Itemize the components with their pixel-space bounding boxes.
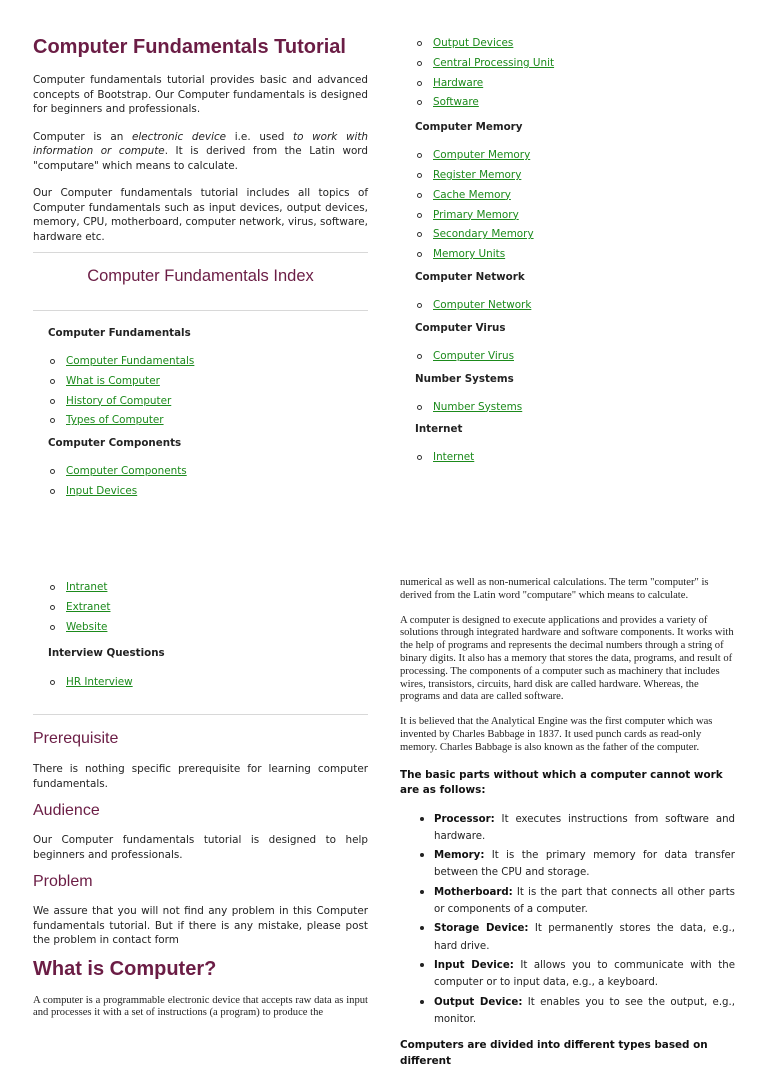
link-list	[48, 675, 368, 695]
link-what-is-computer[interactable]: What is Computer	[66, 374, 160, 387]
bottom-right-page	[400, 577, 735, 1069]
list-item	[400, 811, 735, 846]
bottom-left-sections	[33, 730, 368, 1020]
part-term: Storage Device:	[434, 923, 529, 935]
link-computer-virus[interactable]: Computer Virus	[433, 349, 514, 362]
list-item	[48, 354, 368, 374]
group-heading: Internet	[415, 423, 463, 436]
part-term: Memory:	[434, 850, 485, 862]
what-is-computer-heading: What is Computer?	[33, 957, 217, 980]
part-desc: It is the part that connects all other parts or components of a computer.	[434, 886, 735, 916]
list-item	[400, 994, 735, 1029]
link-computer-network[interactable]: Computer Network	[433, 298, 532, 311]
definition-text-b: i.e. used	[226, 130, 293, 143]
list-item	[48, 464, 368, 484]
list-item	[415, 95, 735, 115]
list-item	[415, 188, 735, 208]
list-item	[400, 957, 735, 992]
list-item	[415, 450, 735, 470]
bottom-left-page	[48, 580, 368, 695]
link-internet[interactable]: Internet	[433, 451, 475, 464]
link-website[interactable]: Website	[66, 620, 108, 633]
definition-emphasis-2: to work with information or compute	[33, 130, 368, 157]
group-heading: Computer Memory	[415, 121, 523, 134]
paragraph: It is believed that the Analytical Engine was the first computer which was invented by Charles Babbage in 1837. It used punch cards as read-only memory. Charles Babbage is also known as the father of the computer.	[400, 716, 713, 753]
top-left-page	[33, 36, 368, 244]
link-list	[415, 298, 735, 318]
list-item	[415, 227, 735, 247]
link-hardware[interactable]: Hardware	[433, 76, 484, 89]
list-item	[415, 56, 735, 76]
group-heading: Computer Virus	[415, 321, 506, 334]
list-item	[400, 884, 735, 919]
list-item	[48, 580, 368, 600]
definition-emphasis-1: electronic device	[131, 130, 227, 143]
list-item	[48, 600, 368, 620]
link-number-systems[interactable]: Number Systems	[433, 400, 523, 413]
link-intranet[interactable]: Intranet	[66, 581, 108, 593]
part-desc: It is the primary memory for data transfer between the CPU and storage.	[434, 850, 735, 879]
link-list	[48, 464, 368, 504]
list-item	[415, 76, 735, 96]
group-heading: Computer Components	[48, 437, 182, 450]
intro-paragraph: Computer fundamentals tutorial provides basic and advanced concepts of Bootstrap. Our Computer fundamentals is designed for beginners and professionals.	[33, 74, 368, 115]
part-term: Output Device:	[434, 996, 523, 1008]
link-central-processing-unit[interactable]: Central Processing Unit	[433, 56, 555, 69]
problem-heading: Problem	[33, 873, 93, 890]
part-desc: It enables you to see the output, e.g., monitor.	[434, 996, 736, 1025]
link-list	[415, 450, 735, 470]
list-item	[48, 620, 368, 640]
link-computer-fundamentals[interactable]: Computer Fundamentals	[66, 355, 195, 367]
list-item	[400, 920, 735, 955]
list-item	[415, 247, 735, 267]
index-left-column	[48, 327, 368, 504]
link-cache-memory[interactable]: Cache Memory	[433, 188, 511, 201]
link-memory-units[interactable]: Memory Units	[433, 248, 506, 261]
list-item	[415, 349, 735, 369]
link-extranet[interactable]: Extranet	[66, 600, 111, 613]
list-item	[48, 675, 368, 695]
list-item	[400, 847, 735, 882]
link-output-devices[interactable]: Output Devices	[433, 37, 514, 49]
prerequisite-text: There is nothing specific prerequisite for learning computer fundamentals.	[33, 763, 368, 790]
link-list	[415, 148, 735, 267]
list-item	[48, 374, 368, 394]
part-desc: It allows you to communicate with the computer or to input data, e.g., a keyboard.	[434, 959, 735, 989]
link-software[interactable]: Software	[433, 96, 479, 109]
link-list	[48, 580, 368, 639]
group-heading: Interview Questions	[48, 647, 165, 660]
link-secondary-memory[interactable]: Secondary Memory	[433, 228, 534, 241]
part-term: Processor:	[434, 813, 495, 825]
group-heading: Computer Network	[415, 270, 525, 283]
problem-text: We assure that you will not find any problem in this Computer fundamentals tutorial. But if there is any mistake, please post the problem in contact form	[33, 905, 368, 946]
link-computer-memory[interactable]: Computer Memory	[433, 149, 531, 162]
link-list	[415, 400, 735, 420]
definition-text-a: Computer is an	[33, 130, 132, 143]
definition-paragraph	[33, 130, 368, 174]
link-types-of-computer[interactable]: Types of Computer	[66, 414, 164, 427]
link-list	[415, 36, 735, 115]
list-item	[415, 400, 735, 420]
audience-text: Our Computer fundamentals tutorial is designed to help beginners and professionals.	[33, 834, 368, 861]
list-item	[415, 208, 735, 228]
divider	[33, 310, 368, 311]
paragraph: A computer is designed to execute applications and provides a variety of solutions through integrated hardware and software components. It works with the help of programs and represents the decimal numbers through a string of binary digits. It also has a memory that stores the data, programs, and result of processing. The components of a computer such as machinery that includes wires, transistors, circuits, hard disk are called hardware. Whereas, the programs and data are called software.	[400, 614, 734, 703]
link-list	[48, 354, 368, 433]
list-item	[48, 413, 368, 433]
link-hr-interview[interactable]: HR Interview	[66, 676, 133, 689]
divider	[33, 714, 368, 715]
basic-parts-list	[400, 811, 735, 1029]
index-title: Computer Fundamentals Index	[87, 267, 314, 285]
list-item	[48, 394, 368, 414]
page-title: Computer Fundamentals Tutorial	[33, 36, 346, 58]
part-term: Input Device:	[434, 959, 514, 971]
list-item	[415, 168, 735, 188]
definition-text-c: . It is derived from the Latin word "computare" which means to calculate.	[33, 145, 368, 172]
link-input-devices[interactable]: Input Devices	[66, 484, 138, 497]
prerequisite-heading: Prerequisite	[33, 730, 119, 747]
audience-heading: Audience	[33, 802, 100, 819]
part-desc: It executes instructions from software and hardware.	[434, 813, 735, 842]
list-item	[415, 36, 735, 56]
list-item	[48, 484, 368, 504]
part-desc: It permanently stores the data, e.g., hard drive.	[434, 923, 735, 952]
topics-paragraph: Our Computer fundamentals tutorial includes all topics of Computer fundamentals such as input devices, output devices, memory, CPU, motherboard, computer network, virus, software, hardware etc.	[33, 187, 368, 243]
types-intro: Computers are divided into different types based on different	[400, 1039, 708, 1067]
basic-parts-intro: The basic parts without which a computer cannot work are as follows:	[400, 768, 723, 797]
group-heading: Computer Fundamentals	[48, 327, 191, 339]
link-computer-components[interactable]: Computer Components	[66, 465, 187, 478]
link-history-of-computer[interactable]: History of Computer	[66, 394, 172, 407]
what-is-computer-text: A computer is a programmable electronic device that accepts raw data as input and processes it with a set of instructions (a program) to produce the	[33, 994, 368, 1019]
paragraph: numerical as well as non-numerical calculations. The term "computer" is derived from the Latin word "computare" which means to calculate.	[400, 577, 709, 601]
link-list	[415, 349, 735, 369]
part-term: Motherboard:	[434, 886, 513, 898]
divider	[33, 252, 368, 253]
link-primary-memory[interactable]: Primary Memory	[433, 208, 519, 221]
link-register-memory[interactable]: Register Memory	[433, 168, 522, 181]
top-right-page	[415, 36, 735, 470]
group-heading: Number Systems	[415, 372, 514, 385]
list-item	[415, 148, 735, 168]
list-item	[415, 298, 735, 318]
